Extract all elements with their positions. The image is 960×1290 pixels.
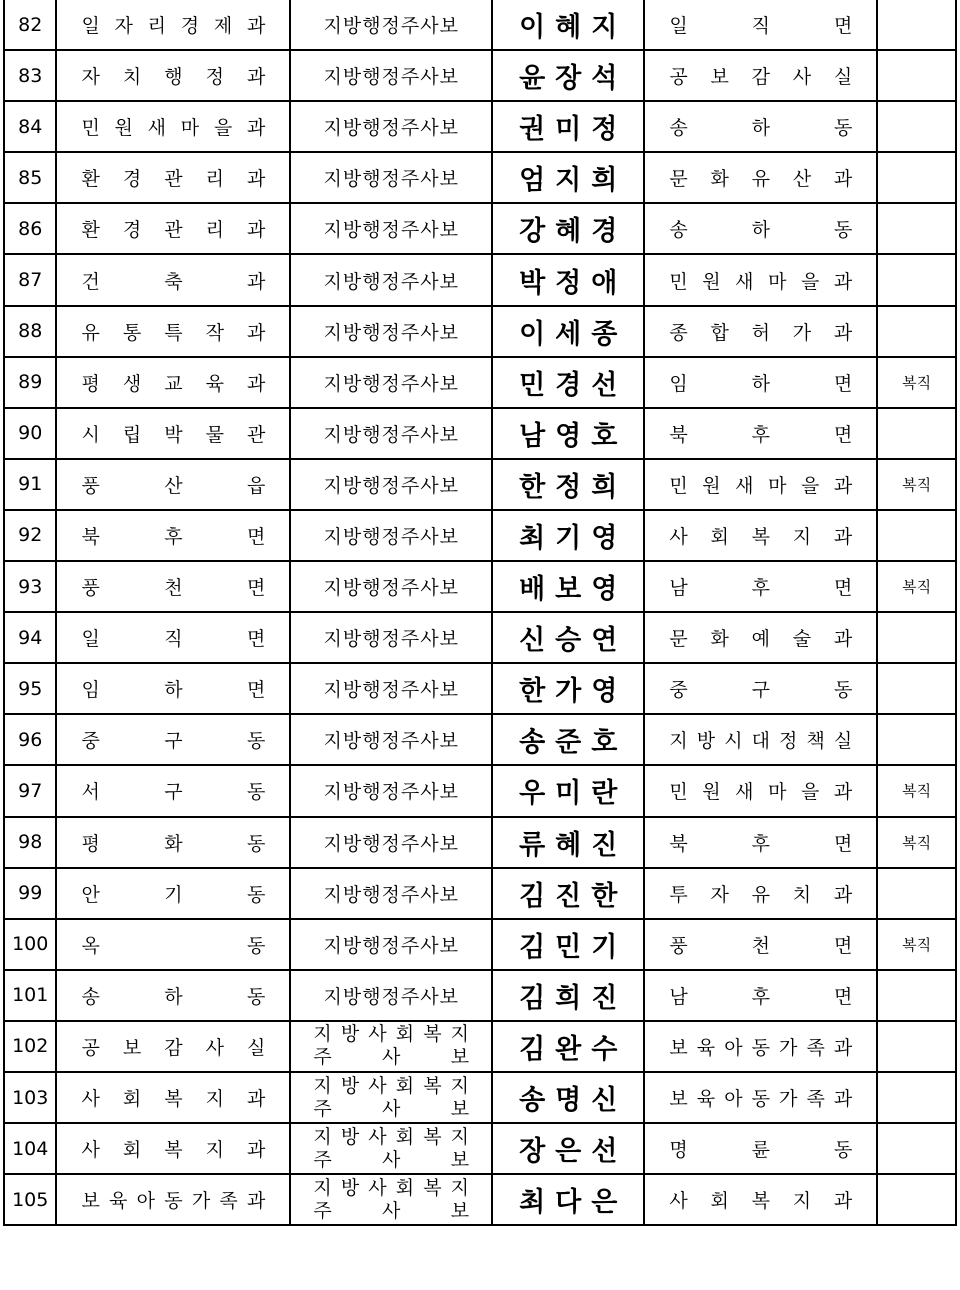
rank-text: 지 방 사 회 복 지 주 사 보 [313,1023,470,1069]
person-name-text: 민 경 선 [519,369,618,401]
note: 복직 [877,357,956,408]
rank-text: 지방행정주사보 [323,883,459,906]
table-row [4,459,956,510]
current-department-text: 서 구 동 [81,781,266,804]
current-department [56,765,290,816]
row-number: 93 [4,561,56,612]
note [877,1021,956,1072]
note: 복직 [877,765,956,816]
row-number: 92 [4,510,56,561]
note [877,101,956,152]
person-name [492,868,644,919]
current-department-text: 안 기 동 [81,883,266,906]
new-assignment [644,50,877,101]
rank-text: 지방행정주사보 [323,270,459,293]
person-name-text: 최 다 은 [519,1187,618,1219]
person-name-text: 김 민 기 [519,931,618,963]
person-name-text: 김 진 한 [519,880,618,912]
row-number: 96 [4,714,56,765]
current-department [56,868,290,919]
rank [290,152,492,203]
rank-text: 지방행정주사보 [323,934,459,957]
person-name-text: 장 은 선 [519,1136,618,1168]
rank [290,663,492,714]
new-assignment-text: 남 후 면 [669,577,853,600]
table-row [4,1123,956,1174]
rank [290,1174,492,1225]
person-name-text: 이 혜 지 [519,12,618,44]
current-department-text: 시 립 박 물 관 [81,423,266,446]
table-row [4,510,956,561]
table-row [4,357,956,408]
current-department [56,50,290,101]
current-department-text: 사 회 복 지 과 [81,1139,266,1162]
person-name-text: 강 혜 경 [519,216,618,248]
current-department [56,817,290,868]
current-department [56,408,290,459]
person-name [492,1123,644,1174]
table-row [4,970,956,1021]
note [877,868,956,919]
note [877,254,956,305]
current-department [56,1072,290,1123]
person-name [492,663,644,714]
rank [290,561,492,612]
rank [290,765,492,816]
rank-text: 지방행정주사보 [323,372,459,395]
current-department [56,612,290,663]
current-department [56,101,290,152]
current-department-text: 중 구 동 [81,730,266,753]
note [877,663,956,714]
new-assignment [644,1174,877,1225]
row-number: 87 [4,254,56,305]
rank-text: 지방행정주사보 [323,577,459,600]
table-row [4,1072,956,1123]
new-assignment-text: 사 회 복 지 과 [669,1190,853,1213]
row-number: 91 [4,459,56,510]
rank [290,254,492,305]
current-department-text: 풍 천 면 [81,577,266,600]
row-number: 105 [4,1174,56,1225]
current-department-text: 환 경 관 리 과 [81,168,266,191]
new-assignment [644,868,877,919]
current-department [56,970,290,1021]
row-number: 104 [4,1123,56,1174]
note [877,152,956,203]
current-department-text: 송 하 동 [81,985,266,1008]
row-number: 98 [4,817,56,868]
current-department [56,1174,290,1225]
current-department-text: 풍 산 읍 [81,474,266,497]
table-row [4,1174,956,1225]
rank [290,868,492,919]
new-assignment-text: 북 후 면 [669,423,853,446]
rank-text: 지방행정주사보 [323,168,459,191]
rank-text: 지방행정주사보 [323,15,459,38]
table-row [4,306,956,357]
rank-text: 지방행정주사보 [323,423,459,446]
current-department [56,152,290,203]
new-assignment-text: 민 원 새 마 을 과 [669,270,853,293]
table-row [4,612,956,663]
person-name [492,919,644,970]
current-department-text: 자 치 행 정 과 [81,66,266,89]
row-number: 99 [4,868,56,919]
current-department-text: 일 자 리 경 제 과 [81,15,266,38]
new-assignment-text: 공 보 감 사 실 [669,66,853,89]
rank [290,357,492,408]
new-assignment-text: 지 방 시 대 정 책 실 [669,730,853,753]
current-department-text: 임 하 면 [81,679,266,702]
rank [290,510,492,561]
person-name-text: 신 승 연 [519,625,618,657]
new-assignment-text: 일 직 면 [669,15,853,38]
person-name [492,1072,644,1123]
new-assignment [644,0,877,50]
note: 복직 [877,459,956,510]
new-assignment [644,765,877,816]
current-department-text: 북 후 면 [81,525,266,548]
row-number: 84 [4,101,56,152]
new-assignment-text: 송 하 동 [669,117,853,140]
row-number: 86 [4,203,56,254]
table-row [4,714,956,765]
new-assignment [644,817,877,868]
current-department [56,1123,290,1174]
current-department [56,357,290,408]
new-assignment [644,510,877,561]
current-department-text: 보 육 아 동 가 족 과 [81,1190,266,1213]
new-assignment-text: 송 하 동 [669,219,853,242]
rank-text: 지방행정주사보 [323,117,459,140]
person-name-text: 권 미 정 [519,114,618,146]
person-name-text: 송 명 신 [519,1085,618,1117]
new-assignment [644,203,877,254]
row-number: 101 [4,970,56,1021]
person-name [492,0,644,50]
note: 복직 [877,919,956,970]
current-department-text: 사 회 복 지 과 [81,1088,266,1111]
rank-text: 지방행정주사보 [323,66,459,89]
table-row [4,203,956,254]
new-assignment-text: 북 후 면 [669,832,853,855]
table-row [4,1021,956,1072]
new-assignment-text: 민 원 새 마 을 과 [669,474,853,497]
rank [290,1072,492,1123]
note [877,612,956,663]
person-name-text: 우 미 란 [519,778,618,810]
person-name [492,1021,644,1072]
rank-text: 지 방 사 회 복 지 주 사 보 [313,1074,470,1120]
personnel-table [3,0,957,1226]
note [877,510,956,561]
rank [290,612,492,663]
rank [290,970,492,1021]
person-name [492,612,644,663]
rank [290,817,492,868]
rank [290,306,492,357]
rank [290,919,492,970]
note [877,1174,956,1225]
new-assignment [644,459,877,510]
new-assignment [644,306,877,357]
current-department [56,561,290,612]
row-number: 89 [4,357,56,408]
person-name-text: 배 보 영 [519,574,618,606]
current-department [56,0,290,50]
rank-text: 지방행정주사보 [323,832,459,855]
table-row [4,868,956,919]
current-department [56,510,290,561]
note [877,970,956,1021]
row-number: 97 [4,765,56,816]
person-name-text: 한 가 영 [519,676,618,708]
table-row [4,0,956,50]
new-assignment-text: 풍 천 면 [669,934,853,957]
new-assignment [644,1123,877,1174]
person-name [492,101,644,152]
rank [290,408,492,459]
new-assignment-text: 중 구 동 [669,679,853,702]
new-assignment-text: 민 원 새 마 을 과 [669,781,853,804]
person-name-text: 박 정 애 [519,267,618,299]
person-name-text: 엄 지 희 [519,165,618,197]
table-row [4,254,956,305]
person-name-text: 김 완 수 [519,1033,618,1065]
person-name [492,714,644,765]
person-name [492,408,644,459]
row-number: 82 [4,0,56,50]
person-name [492,152,644,203]
new-assignment [644,663,877,714]
table-row [4,919,956,970]
rank [290,50,492,101]
person-name-text: 류 혜 진 [519,829,618,861]
current-department-text: 옥 동 [81,934,266,957]
new-assignment [644,357,877,408]
current-department-text: 공 보 감 사 실 [81,1036,266,1059]
new-assignment-text: 보 육 아 동 가 족 과 [669,1088,853,1111]
rank-text: 지방행정주사보 [323,781,459,804]
person-name [492,203,644,254]
table-row [4,561,956,612]
rank [290,0,492,50]
current-department [56,663,290,714]
rank-text: 지방행정주사보 [323,474,459,497]
note [877,50,956,101]
row-number: 88 [4,306,56,357]
new-assignment [644,714,877,765]
rank [290,203,492,254]
person-name [492,510,644,561]
rank-text: 지방행정주사보 [323,730,459,753]
table-row [4,50,956,101]
new-assignment-text: 문 화 예 술 과 [669,628,853,651]
person-name-text: 이 세 종 [519,318,618,350]
rank-text: 지방행정주사보 [323,525,459,548]
person-name [492,459,644,510]
rank [290,1123,492,1174]
new-assignment [644,919,877,970]
rank-text: 지방행정주사보 [323,628,459,651]
person-name-text: 송 준 호 [519,727,618,759]
note [877,1123,956,1174]
new-assignment-text: 명 륜 동 [669,1139,853,1162]
new-assignment-text: 사 회 복 지 과 [669,525,853,548]
person-name-text: 김 희 진 [519,982,618,1014]
current-department [56,714,290,765]
rank-text: 지 방 사 회 복 지 주 사 보 [313,1176,470,1222]
table-row [4,101,956,152]
current-department-text: 유 통 특 작 과 [81,321,266,344]
row-number: 102 [4,1021,56,1072]
new-assignment-text: 종 합 허 가 과 [669,321,853,344]
rank-text: 지 방 사 회 복 지 주 사 보 [313,1125,470,1171]
note: 복직 [877,561,956,612]
table-row [4,152,956,203]
note [877,306,956,357]
current-department-text: 일 직 면 [81,628,266,651]
new-assignment [644,101,877,152]
note [877,714,956,765]
row-number: 94 [4,612,56,663]
new-assignment [644,612,877,663]
new-assignment-text: 문 화 유 산 과 [669,168,853,191]
table-row [4,408,956,459]
new-assignment-text: 투 자 유 치 과 [669,883,853,906]
person-name [492,765,644,816]
note [877,1072,956,1123]
person-name [492,306,644,357]
row-number: 85 [4,152,56,203]
current-department [56,919,290,970]
current-department-text: 환 경 관 리 과 [81,219,266,242]
person-name-text: 한 정 희 [519,471,618,503]
note [877,0,956,50]
person-name-text: 남 영 호 [519,420,618,452]
rank-text: 지방행정주사보 [323,219,459,242]
current-department-text: 평 화 동 [81,832,266,855]
row-number: 100 [4,919,56,970]
table-row [4,765,956,816]
current-department [56,306,290,357]
current-department-text: 평 생 교 육 과 [81,372,266,395]
person-name-text: 최 기 영 [519,522,618,554]
note [877,408,956,459]
new-assignment [644,254,877,305]
row-number: 103 [4,1072,56,1123]
rank-text: 지방행정주사보 [323,679,459,702]
current-department-text: 민 원 새 마 을 과 [81,117,266,140]
person-name [492,1174,644,1225]
rank-text: 지방행정주사보 [323,985,459,1008]
table-row [4,817,956,868]
new-assignment [644,1072,877,1123]
person-name-text: 윤 장 석 [519,63,618,95]
new-assignment [644,408,877,459]
rank [290,714,492,765]
rank [290,1021,492,1072]
table-row [4,663,956,714]
current-department [56,1021,290,1072]
rank [290,459,492,510]
row-number: 95 [4,663,56,714]
current-department-text: 건 축 과 [81,270,266,293]
current-department [56,254,290,305]
row-number: 83 [4,50,56,101]
new-assignment-text: 보 육 아 동 가 족 과 [669,1036,853,1059]
person-name [492,817,644,868]
rank-text: 지방행정주사보 [323,321,459,344]
new-assignment [644,970,877,1021]
note [877,203,956,254]
row-number: 90 [4,408,56,459]
new-assignment-text: 남 후 면 [669,985,853,1008]
person-name [492,561,644,612]
rank [290,101,492,152]
new-assignment [644,1021,877,1072]
current-department [56,203,290,254]
person-name [492,357,644,408]
current-department [56,459,290,510]
new-assignment-text: 임 하 면 [669,372,853,395]
person-name [492,970,644,1021]
note: 복직 [877,817,956,868]
person-name [492,254,644,305]
person-name [492,50,644,101]
new-assignment [644,152,877,203]
new-assignment [644,561,877,612]
